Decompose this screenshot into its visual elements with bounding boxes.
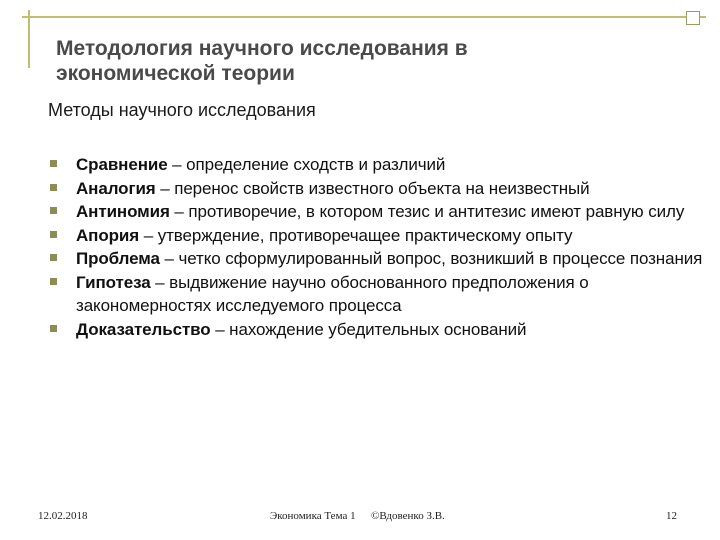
slide-subtitle: Методы научного исследования xyxy=(48,100,316,120)
square-bullet-icon xyxy=(50,278,57,285)
list-item-text xyxy=(76,271,710,318)
list-item-text xyxy=(76,153,710,177)
list-item-text xyxy=(76,247,710,271)
list-item-comparison xyxy=(50,153,710,177)
list-item-text xyxy=(76,224,710,248)
footer-date: 12.02.2018 xyxy=(38,510,88,522)
square-bullet-icon xyxy=(50,160,57,167)
list-item-antinomy xyxy=(50,200,710,224)
list-item-text xyxy=(76,318,710,342)
square-bullet-icon xyxy=(50,231,57,238)
list-item-term: Апория xyxy=(76,225,140,245)
slide-title: Методология научного исследования в экономической теории xyxy=(56,37,468,85)
list-item-desc: – противоречие, в котором тезис и антитезис имеют равную силу xyxy=(169,202,685,221)
square-bullet-icon xyxy=(50,207,57,214)
decorative-top-line xyxy=(22,16,706,18)
footer-author: ©Вдовенко З.В. xyxy=(371,510,445,522)
list-item-term: Проблема xyxy=(76,249,160,268)
list-item-term: Доказательство xyxy=(76,319,211,339)
footer-topic: Экономика Тема 1 xyxy=(270,510,356,522)
list-item-desc: – нахождение убедительных оснований xyxy=(210,319,527,339)
decorative-square xyxy=(686,11,700,25)
list-item-text xyxy=(76,200,710,224)
list-item-desc: – выдвижение научно обоснованного предположения о закономерностях исследуемого процесса xyxy=(76,272,589,315)
methods-list xyxy=(50,153,710,341)
list-item-desc: – перенос свойств известного объекта на неизвестный xyxy=(155,178,590,198)
list-item-term: Антиномия xyxy=(76,202,170,221)
list-item-desc: – четко сформулированный вопрос, возникший в процессе познания xyxy=(159,249,703,268)
decorative-left-line xyxy=(28,10,30,68)
list-item-aporia xyxy=(50,224,710,248)
list-item-analogy xyxy=(50,177,710,201)
list-item-hypothesis xyxy=(50,271,710,318)
list-item-term: Сравнение xyxy=(76,155,168,174)
square-bullet-icon xyxy=(50,325,57,332)
list-item-term: Аналогия xyxy=(76,178,156,198)
footer-page-number: 12 xyxy=(666,510,677,522)
list-item-proof xyxy=(50,318,710,342)
list-item-term: Гипотеза xyxy=(76,272,151,292)
list-item-desc: – определение сходств и различий xyxy=(167,155,446,174)
list-item-text xyxy=(76,177,710,201)
list-item-problem xyxy=(50,247,710,271)
square-bullet-icon xyxy=(50,184,57,191)
square-bullet-icon xyxy=(50,254,57,261)
list-item-desc: – утверждение, противоречащее практическому опыту xyxy=(139,225,573,245)
